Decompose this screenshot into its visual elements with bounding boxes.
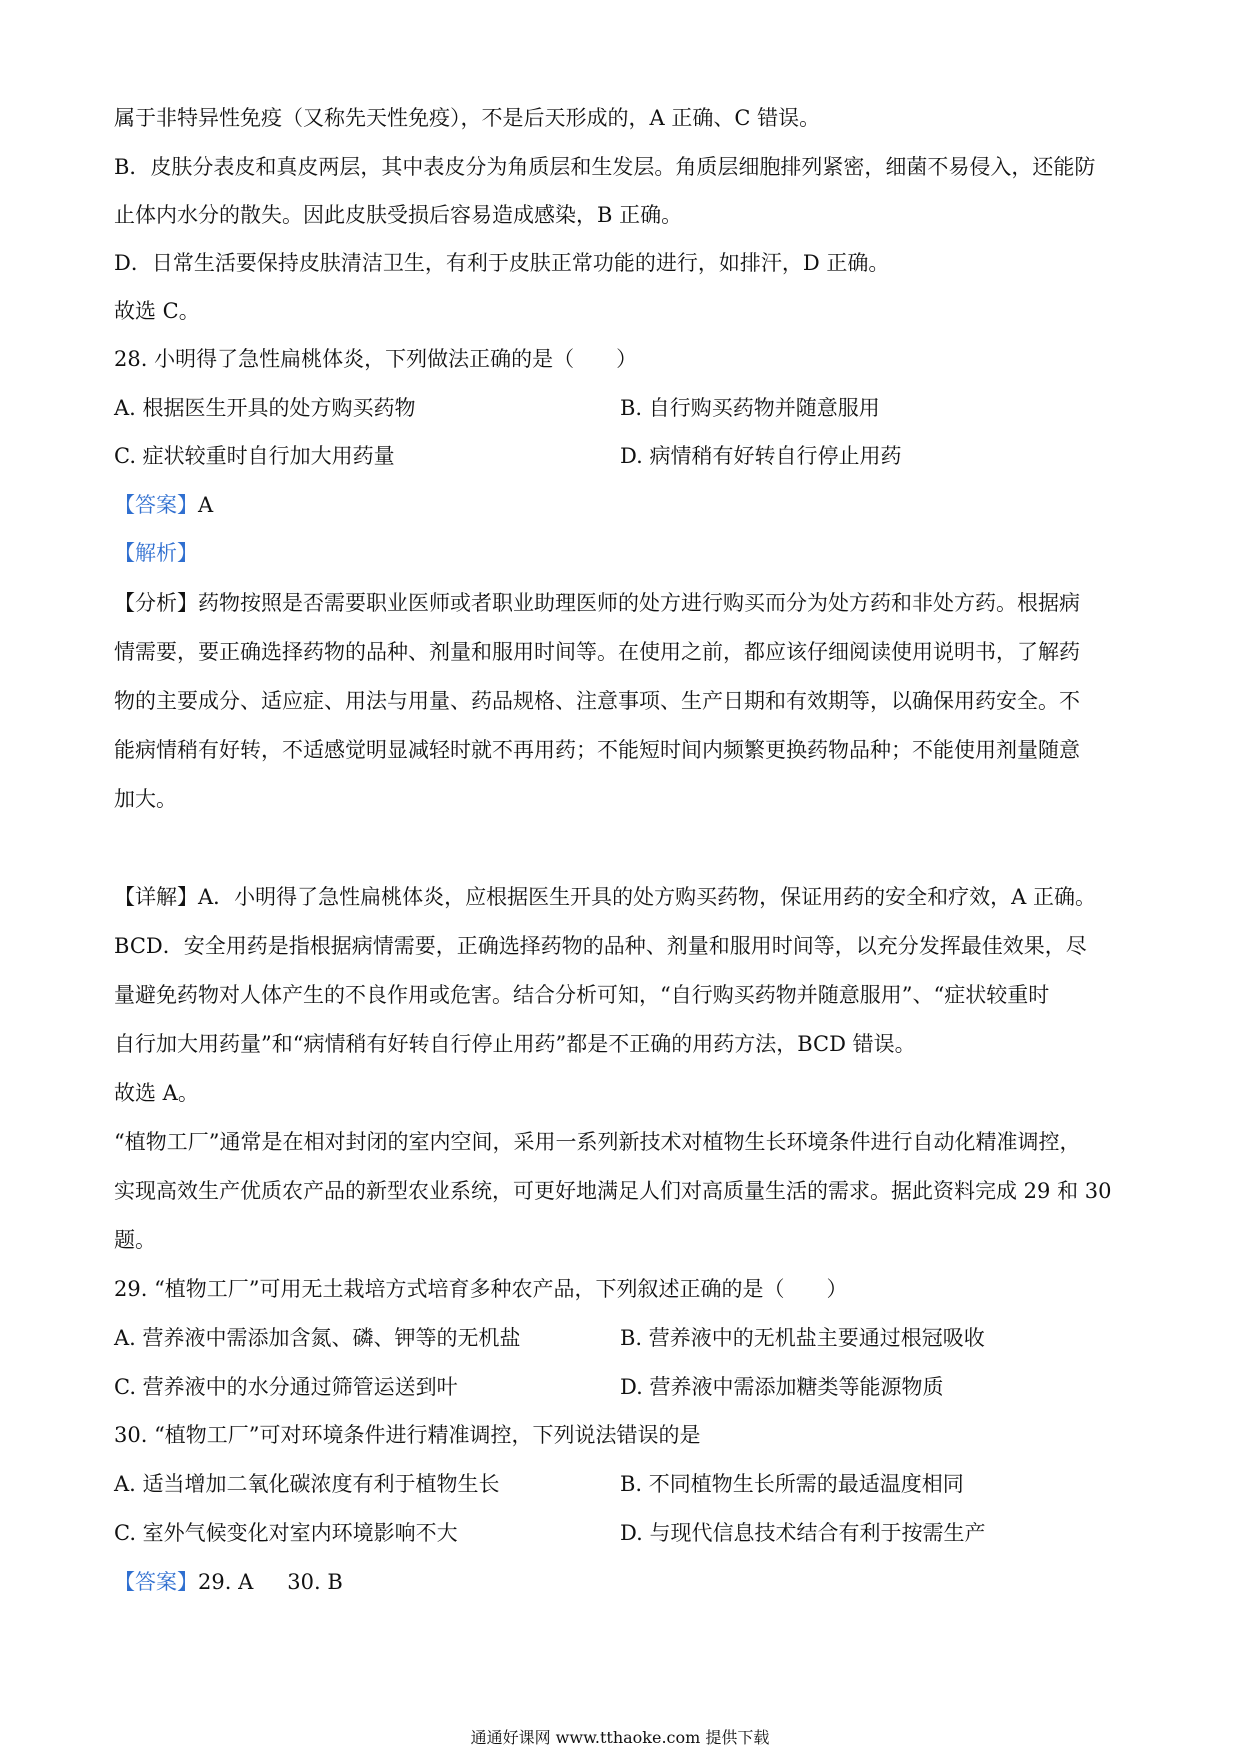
detail-line: 【详解】A．小明得了急性扁桃体炎，应根据医生开具的处方购买药物，保证用药的安全和疗效，A 正确。 [114, 885, 1097, 909]
material-line: “植物工厂”通常是在相对封闭的室内空间，采用一系列新技术对植物生长环境条件进行自动化精准调控， [114, 1130, 1081, 1154]
analysis-line: 物的主要成分、适应症、用法与用量、药品规格、注意事项、生产日期和有效期等，以确保用药安全。不 [114, 689, 1080, 713]
page-footer: 通通好课网 www.tthaoke.com 提供下载 [470, 1728, 770, 1747]
analysis-tag-label: 【解析】 [114, 541, 198, 565]
question-30-stem: 30. “植物工厂”可对环境条件进行精准调控，下列说法错误的是 [114, 1423, 701, 1447]
analysis-line: 情需要，要正确选择药物的品种、剂量和服用时间等。在使用之前，都应该仔细阅读使用说明书，了解药 [114, 640, 1080, 664]
text-line: B．皮肤分表皮和真皮两层，其中表皮分为角质层和生发层。角质层细胞排列紧密，细菌不易侵入，还能防 [114, 155, 1096, 179]
detail-line: 自行加大用药量”和“病情稍有好转自行停止用药”都是不正确的用药方法，BCD 错误。 [114, 1032, 916, 1056]
answers-29-30 [114, 1567, 1128, 1597]
question-30-option-d: D. 与现代信息技术结合有利于按需生产 [620, 1521, 986, 1545]
text-line: 故选 C。 [114, 299, 200, 323]
question-29-option-c: C. 营养液中的水分通过筛管运送到叶 [114, 1375, 458, 1399]
answer-tag: 【答案】 [114, 493, 198, 517]
question-28-option-d: D. 病情稍有好转自行停止用药 [620, 444, 902, 468]
analysis-line: 能病情稍有好转，不适感觉明显减轻时就不再用药；不能短时间内频繁更换药物品种；不能使用剂量随意 [114, 738, 1080, 762]
question-29-option-b: B. 营养液中的无机盐主要通过根冠吸收 [620, 1326, 985, 1350]
answer-30: 30. B [287, 1570, 343, 1594]
question-29-stem: 29. “植物工厂”可用无土栽培方式培育多种农产品，下列叙述正确的是（ ） [114, 1277, 848, 1301]
detail-line: 故选 A。 [114, 1081, 199, 1105]
question-30-option-b: B. 不同植物生长所需的最适温度相同 [620, 1472, 964, 1496]
text-line: D．日常生活要保持皮肤清洁卫生，有利于皮肤正常功能的进行，如排汗，D 正确。 [114, 251, 890, 275]
text-line: 属于非特异性免疫（又称先天性免疫），不是后天形成的，A 正确、C 错误。 [114, 106, 821, 130]
question-29-option-d: D. 营养液中需添加糖类等能源物质 [620, 1375, 944, 1399]
detail-line: 量避免药物对人体产生的不良作用或危害。结合分析可知，“自行购买药物并随意服用”、“症状较重时 [114, 983, 1050, 1007]
question-28-stem: 28. 小明得了急性扁桃体炎，下列做法正确的是（ ） [114, 347, 638, 371]
analysis-tag [114, 538, 1128, 568]
analysis-line: 【分析】药物按照是否需要职业医师或者职业助理医师的处方进行购买而分为处方药和非处方药。根据病 [114, 591, 1080, 615]
answer-tag: 【答案】 [114, 1570, 198, 1594]
question-30-option-a: A. 适当增加二氧化碳浓度有利于植物生长 [114, 1472, 500, 1496]
material-line: 实现高效生产优质农产品的新型农业系统，可更好地满足人们对高质量生活的需求。据此资料完成 29 和 30 [114, 1179, 1112, 1203]
question-28-option-c: C. 症状较重时自行加大用药量 [114, 444, 395, 468]
text-line: 止体内水分的散失。因此皮肤受损后容易造成感染，B 正确。 [114, 203, 683, 227]
question-30-option-c: C. 室外气候变化对室内环境影响不大 [114, 1521, 458, 1545]
material-line: 题。 [114, 1228, 156, 1252]
answer-29: 29. A [198, 1570, 254, 1594]
question-29-option-a: A. 营养液中需添加含氮、磷、钾等的无机盐 [114, 1326, 521, 1350]
answer-value: A [198, 493, 214, 517]
question-28-answer [114, 490, 1128, 520]
analysis-line: 加大。 [114, 787, 177, 811]
detail-line: BCD．安全用药是指根据病情需要，正确选择药物的品种、剂量和服用时间等，以充分发挥最佳效果，尽 [114, 934, 1087, 958]
question-28-option-a: A. 根据医生开具的处方购买药物 [114, 396, 416, 420]
question-28-option-b: B. 自行购买药物并随意服用 [620, 396, 880, 420]
